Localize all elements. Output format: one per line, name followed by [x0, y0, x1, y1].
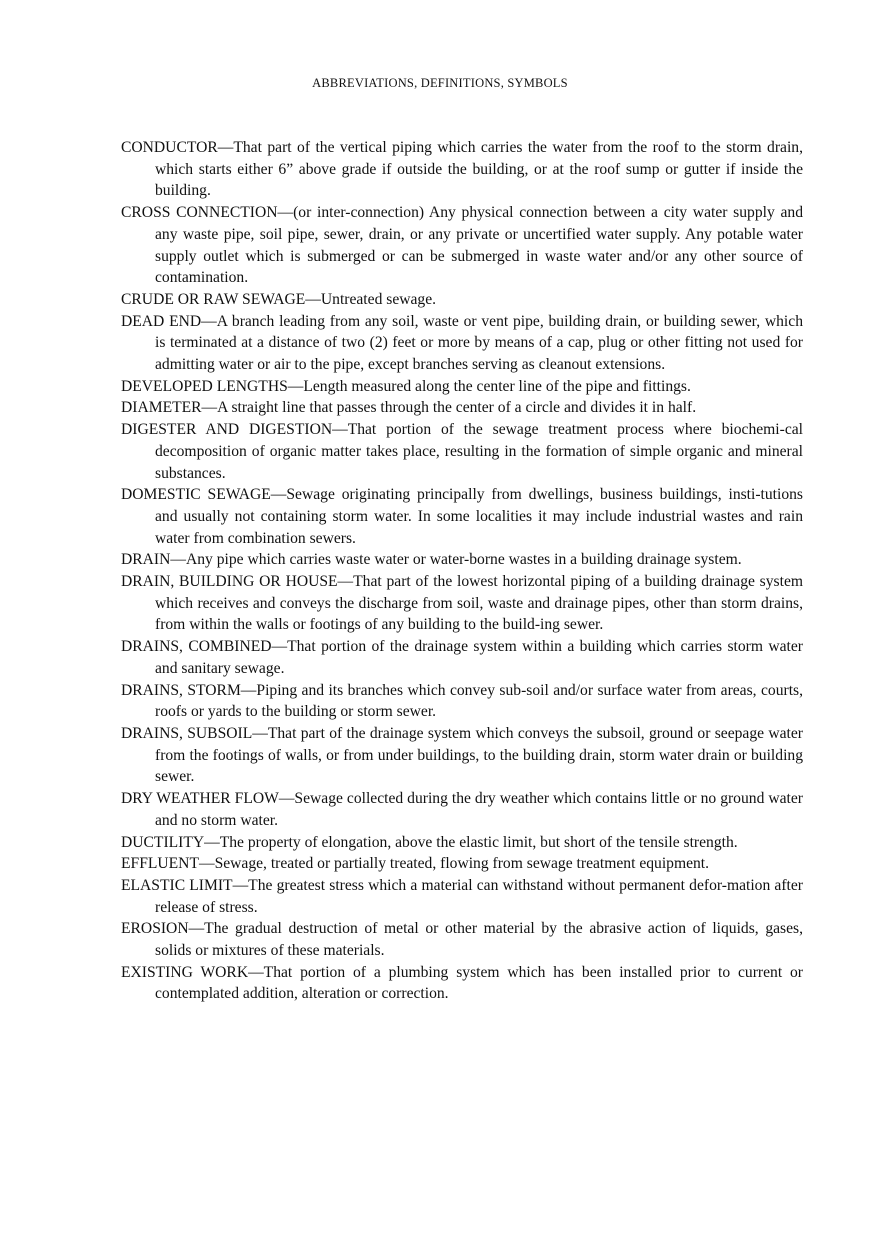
definition-entry-crude-or-raw-sewage: CRUDE OR RAW SEWAGE—Untreated sewage. — [121, 290, 437, 308]
definition-entry-domestic-sewage: DOMESTIC SEWAGE—Sewage originating principally from dwellings, business buildings, insti-tutions and usually not containing storm water. In some localities it may include industrial wastes and rain water from combination sewers. — [121, 486, 803, 547]
definition-entry-drain: DRAIN—Any pipe which carries waste water or water-borne wastes in a building drainage system. — [121, 551, 742, 569]
definition-entry-cross-connection: CROSS CONNECTION—(or inter-connection) Any physical connection between a city water supply and any waste pipe, soil pipe, sewer, drain, or any private or uncertified water supply. Any potable water supply outlet which is submerged or can be submerged in waste water and/or any other source of contamination. — [121, 204, 803, 287]
definition-entry-drains-storm: DRAINS, STORM—Piping and its branches which convey sub-soil and/or surface water from areas, courts, roofs or yards to the building or storm sewer. — [121, 681, 803, 721]
definition-entry-existing-work: EXISTING WORK—That portion of a plumbing system which has been installed prior to current or contemplated addition, alteration or correction. — [121, 963, 803, 1003]
definition-entry-effluent: EFFLUENT—Sewage, treated or partially treated, flowing from sewage treatment equipment. — [121, 855, 710, 873]
definition-list — [121, 137, 803, 1005]
definition-entry-erosion: EROSION—The gradual destruction of metal or other material by the abrasive action of liquids, gases, solids or mixtures of these materials. — [121, 920, 803, 960]
definition-entry-digester-and-digestion: DIGESTER AND DIGESTION—That portion of the sewage treatment process where biochemi-cal decomposition of organic matter takes place, resulting in the formation of simple organic and mineral substances. — [121, 421, 803, 482]
definition-entry-dry-weather-flow: DRY WEATHER FLOW—Sewage collected during the dry weather which contains little or no ground water and no storm water. — [121, 790, 803, 829]
definition-entry-dead-end: DEAD END—A branch leading from any soil, waste or vent pipe, building drain, or building sewer, which is terminated at a distance of two (2) feet or more by means of a cap, plug or other fitting not used for admitting water or air to the pipe, except branches serving as cleanout extensions. — [121, 312, 803, 374]
definition-entry-developed-lengths: DEVELOPED LENGTHS—Length measured along the center line of the pipe and fittings. — [121, 377, 691, 395]
definition-entry-ductility: DUCTILITY—The property of elongation, above the elastic limit, but short of the tensile strength. — [121, 833, 738, 851]
definition-entry-drains-subsoil: DRAINS, SUBSOIL—That part of the drainage system which conveys the subsoil, ground or seepage water from the footings of walls, or from under buildings, to the building drain, storm water drain or building sewer. — [121, 724, 803, 786]
definition-entry-elastic-limit: ELASTIC LIMIT—The greatest stress which a material can withstand without permanent defor-mation after release of stress. — [121, 876, 803, 916]
running-head: ABBREVIATIONS, DEFINITIONS, SYMBOLS — [312, 76, 568, 90]
definition-entry-drain-building-or-house: DRAIN, BUILDING OR HOUSE—That part of the lowest horizontal piping of a building drainage system which receives and conveys the discharge from soil, waste and drainage pipes, other than storm drains, from within the walls or footings of any building to the build-ing sewer. — [121, 573, 803, 634]
definition-entry-conductor: CONDUCTOR—That part of the vertical piping which carries the water from the roof to the storm drain, which starts either 6” above grade if outside the building, or at the roof sump or gutter if inside the building. — [121, 139, 803, 200]
definition-entry-drains-combined: DRAINS, COMBINED—That portion of the drainage system within a building which carries storm water and sanitary sewage. — [121, 638, 803, 677]
definition-entry-diameter: DIAMETER—A straight line that passes through the center of a circle and divides it in half. — [121, 399, 697, 417]
